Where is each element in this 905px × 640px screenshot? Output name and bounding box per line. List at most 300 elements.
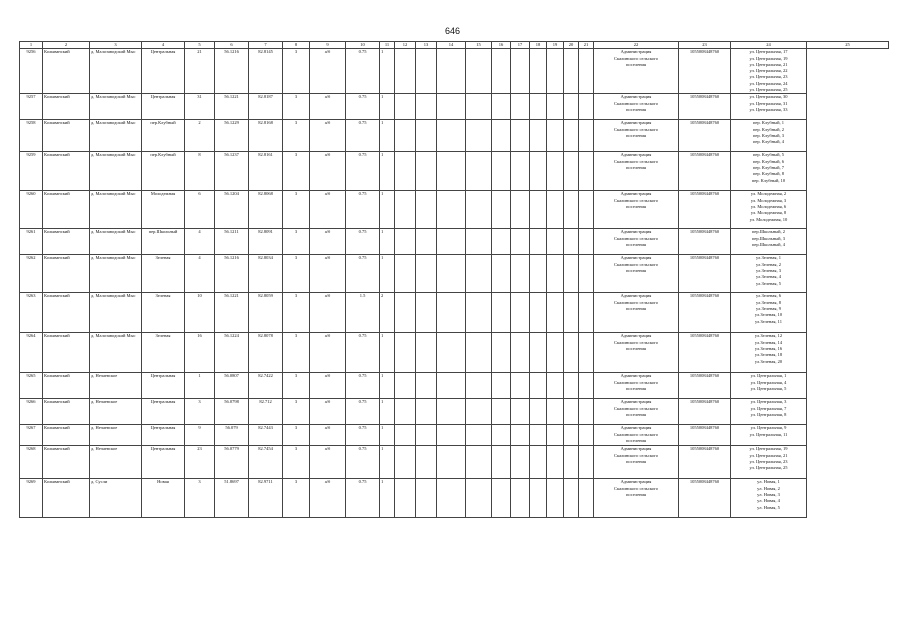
owner-line: Скалинского сельского — [613, 431, 659, 437]
street-cell: Центральная — [142, 49, 185, 94]
empty-cell — [492, 399, 511, 425]
table-row — [20, 152, 889, 191]
empty-cell — [395, 446, 416, 479]
owner-cell — [594, 120, 679, 152]
empty-cell — [437, 399, 466, 425]
table-row — [20, 94, 889, 120]
record-number-cell: 9264 — [20, 333, 43, 373]
latitude-cell: 51.8697 — [215, 479, 249, 518]
address-line: ул. Центральная, 30 — [749, 94, 788, 100]
column-number-4: 4 — [142, 42, 185, 49]
owner-line: поселения — [626, 305, 646, 311]
column-number-13: 13 — [416, 42, 437, 49]
empty-cell — [530, 479, 547, 518]
empty-cell — [530, 94, 547, 120]
empty-cell — [511, 446, 530, 479]
column-number-2: 2 — [43, 42, 90, 49]
owner-line: Администрация — [620, 293, 652, 299]
empty-cell — [547, 94, 564, 120]
address-line: ул.Зеленая, 11 — [755, 318, 782, 324]
empty-cell — [511, 333, 530, 373]
empty-cell — [466, 49, 492, 94]
empty-cell — [564, 94, 579, 120]
empty-cell — [492, 255, 511, 293]
ogrn-cell: 1055008448760 — [679, 94, 731, 120]
house-number-cell: 3 — [185, 479, 215, 518]
empty-cell — [416, 120, 437, 152]
longitude-cell: 82.9711 — [249, 479, 283, 518]
empty-cell — [579, 191, 594, 229]
address-line: ул. Центральная, 33 — [749, 106, 788, 112]
table-row — [20, 120, 889, 152]
owner-line: Скалинского сельского — [613, 197, 659, 203]
owner-line: поселения — [626, 267, 646, 273]
column-number-16: 16 — [492, 42, 511, 49]
empty-cell — [579, 446, 594, 479]
table-row — [20, 229, 889, 255]
district-cell: Колыванский — [43, 255, 90, 293]
record-number-cell: 9265 — [20, 373, 43, 399]
empty-cell — [466, 333, 492, 373]
area-value-cell: 3 — [283, 373, 310, 399]
empty-cell — [492, 479, 511, 518]
empty-cell — [492, 152, 511, 191]
served-addresses-cell — [731, 373, 807, 399]
owner-cell — [594, 425, 679, 446]
owner-line: поселения — [626, 458, 646, 464]
owner-line: поселения — [626, 491, 646, 497]
owner-line: Администрация — [620, 94, 652, 100]
empty-cell — [511, 373, 530, 399]
address-line: пер. Клубный, 3 — [753, 132, 784, 138]
empty-cell — [437, 425, 466, 446]
empty-cell — [547, 229, 564, 255]
ogrn-cell: 1055008448760 — [679, 425, 731, 446]
locality-cell: д. Малозаводский Мыс — [90, 49, 142, 94]
address-line: ул. Центральная, 25 — [749, 465, 788, 471]
served-addresses-cell — [731, 152, 807, 191]
empty-cell — [547, 120, 564, 152]
empty-cell — [547, 373, 564, 399]
empty-cell — [395, 120, 416, 152]
owner-line: Скалинского сельского — [613, 100, 659, 106]
surface-type-cell: а/б — [310, 229, 346, 255]
table-row — [20, 255, 889, 293]
owner-cell — [594, 191, 679, 229]
record-number-cell: 9262 — [20, 255, 43, 293]
owner-line: поселения — [626, 164, 646, 170]
empty-cell — [547, 479, 564, 518]
latitude-cell: 56.0807 — [215, 373, 249, 399]
empty-cell — [530, 229, 547, 255]
owner-line: Администрация — [620, 152, 652, 158]
container-count-cell: 1 — [380, 120, 395, 152]
address-line: пер. Клубный, 8 — [753, 171, 784, 177]
house-number-cell: 10 — [185, 293, 215, 333]
address-line: ул. Центральная, 3 — [750, 399, 787, 405]
longitude-cell: 82.712 — [249, 399, 283, 425]
district-cell: Колыванский — [43, 293, 90, 333]
empty-cell — [492, 229, 511, 255]
address-line: ул. Центральная, 24 — [749, 80, 788, 86]
record-number-cell: 9268 — [20, 446, 43, 479]
empty-cell — [564, 425, 579, 446]
container-count-cell: 2 — [380, 293, 395, 333]
empty-cell — [579, 333, 594, 373]
empty-cell — [492, 333, 511, 373]
record-number-cell: 9269 — [20, 479, 43, 518]
empty-cell — [579, 479, 594, 518]
empty-cell — [437, 229, 466, 255]
district-cell: Колыванский — [43, 479, 90, 518]
owner-line: поселения — [626, 385, 646, 391]
house-number-cell: 1 — [185, 373, 215, 399]
owner-line: поселения — [626, 132, 646, 138]
owner-line: Администрация — [620, 191, 652, 197]
empty-cell — [564, 293, 579, 333]
record-number-cell: 9257 — [20, 94, 43, 120]
empty-cell — [547, 191, 564, 229]
address-line: пер.Школьный, 3 — [751, 235, 786, 241]
empty-cell — [395, 293, 416, 333]
table-body — [20, 49, 889, 518]
empty-cell — [416, 229, 437, 255]
empty-cell — [416, 94, 437, 120]
volume-value-cell: 0.75 — [346, 152, 380, 191]
empty-cell — [466, 120, 492, 152]
latitude-cell: 56.1229 — [215, 120, 249, 152]
owner-line: поселения — [626, 203, 646, 209]
longitude-cell: 82.7422 — [249, 373, 283, 399]
empty-cell — [466, 425, 492, 446]
empty-cell — [416, 255, 437, 293]
empty-cell — [511, 229, 530, 255]
surface-type-cell: а/б — [310, 446, 346, 479]
empty-cell — [530, 152, 547, 191]
empty-cell — [466, 373, 492, 399]
volume-value-cell: 0.75 — [346, 191, 380, 229]
address-line: ул.Зеленая, 6 — [756, 293, 781, 299]
column-number-22: 22 — [594, 42, 679, 49]
empty-cell — [492, 120, 511, 152]
locality-cell: д. Нечаевское — [90, 425, 142, 446]
longitude-cell: 82.8034 — [249, 255, 283, 293]
table-row — [20, 479, 889, 518]
column-number-25: 25 — [807, 42, 889, 49]
latitude-cell: 56.1237 — [215, 152, 249, 191]
address-line: ул.Зеленая, 18 — [754, 352, 783, 358]
longitude-cell: 82.8187 — [249, 94, 283, 120]
empty-cell — [511, 94, 530, 120]
house-number-cell: 31 — [185, 94, 215, 120]
house-number-cell: 4 — [185, 229, 215, 255]
registry-table — [19, 41, 889, 518]
column-number-7: 7 — [249, 42, 283, 49]
column-number-24: 24 — [731, 42, 807, 49]
table-row — [20, 373, 889, 399]
address-line: ул. Новая, 2 — [757, 485, 780, 491]
address-line: ул. Центральная, 19 — [749, 55, 788, 61]
surface-type-cell: а/б — [310, 94, 346, 120]
ogrn-cell: 1055008448760 — [679, 49, 731, 94]
street-cell: пер.Клубный — [142, 152, 185, 191]
served-addresses-cell — [731, 399, 807, 425]
district-cell: Колыванский — [43, 333, 90, 373]
volume-value-cell: 0.75 — [346, 255, 380, 293]
area-value-cell: 3 — [283, 94, 310, 120]
record-number-cell: 9263 — [20, 293, 43, 333]
address-line: ул. Центральная, 5 — [750, 385, 787, 391]
latitude-cell: 56.1221 — [215, 293, 249, 333]
empty-cell — [395, 94, 416, 120]
empty-cell — [547, 399, 564, 425]
surface-type-cell: а/б — [310, 373, 346, 399]
empty-cell — [492, 94, 511, 120]
record-number-cell: 9261 — [20, 229, 43, 255]
empty-cell — [395, 191, 416, 229]
district-cell: Колыванский — [43, 446, 90, 479]
latitude-cell: 56.1216 — [215, 255, 249, 293]
volume-value-cell: 0.75 — [346, 229, 380, 255]
surface-type-cell: а/б — [310, 152, 346, 191]
owner-cell — [594, 49, 679, 94]
column-number-21: 21 — [579, 42, 594, 49]
empty-cell — [564, 255, 579, 293]
surface-type-cell: а/б — [310, 479, 346, 518]
empty-cell — [416, 293, 437, 333]
address-line: пер. Клубный, 10 — [751, 177, 786, 183]
volume-value-cell: 0.75 — [346, 333, 380, 373]
table-row — [20, 425, 889, 446]
address-line: ул.Зеленая, 12 — [754, 333, 783, 339]
empty-cell — [395, 49, 416, 94]
address-line: ул. Центральная, 9 — [750, 425, 787, 431]
area-value-cell: 3 — [283, 152, 310, 191]
address-line: ул. Центральная, 31 — [749, 100, 788, 106]
record-number-cell: 9256 — [20, 49, 43, 94]
house-number-cell: 23 — [185, 446, 215, 479]
address-line: ул. Центральная, 21 — [749, 452, 788, 458]
empty-cell — [530, 191, 547, 229]
address-line: ул.Зеленая, 8 — [756, 299, 781, 305]
owner-cell — [594, 446, 679, 479]
address-line: ул. Центральная, 7 — [750, 405, 787, 411]
empty-cell — [437, 49, 466, 94]
column-number-15: 15 — [466, 42, 492, 49]
empty-cell — [564, 152, 579, 191]
ogrn-cell: 1055008448760 — [679, 446, 731, 479]
served-addresses-cell — [731, 191, 807, 229]
owner-cell — [594, 333, 679, 373]
address-line: пер. Клубный, 6 — [753, 158, 784, 164]
district-cell: Колыванский — [43, 399, 90, 425]
area-value-cell: 3 — [283, 229, 310, 255]
street-cell: Центральная — [142, 373, 185, 399]
container-count-cell: 1 — [380, 255, 395, 293]
empty-cell — [579, 373, 594, 399]
area-value-cell: 3 — [283, 446, 310, 479]
record-number-cell: 9258 — [20, 120, 43, 152]
latitude-cell: 56.1221 — [215, 94, 249, 120]
owner-line: Администрация — [620, 425, 652, 431]
longitude-cell: 82.8168 — [249, 120, 283, 152]
surface-type-cell: а/б — [310, 293, 346, 333]
house-number-cell: 21 — [185, 49, 215, 94]
container-count-cell: 1 — [380, 373, 395, 399]
empty-cell — [395, 373, 416, 399]
locality-cell: д. Нечаевское — [90, 446, 142, 479]
empty-cell — [511, 191, 530, 229]
empty-cell — [530, 399, 547, 425]
empty-cell — [395, 333, 416, 373]
owner-line: Администрация — [620, 446, 652, 452]
empty-cell — [416, 49, 437, 94]
owner-line: поселения — [626, 241, 646, 247]
owner-line: Администрация — [620, 333, 652, 339]
empty-cell — [564, 229, 579, 255]
address-line: ул. Центральная, 23 — [749, 74, 788, 80]
column-number-1: 1 — [20, 42, 43, 49]
empty-cell — [492, 373, 511, 399]
locality-cell: д. Малозаводский Мыс — [90, 191, 142, 229]
column-number-11: 11 — [380, 42, 395, 49]
ogrn-cell: 1055008448760 — [679, 152, 731, 191]
area-value-cell: 3 — [283, 479, 310, 518]
owner-line: Администрация — [620, 255, 652, 261]
served-addresses-cell — [731, 120, 807, 152]
container-count-cell: 1 — [380, 425, 395, 446]
surface-type-cell: а/б — [310, 333, 346, 373]
district-cell: Колыванский — [43, 94, 90, 120]
longitude-cell: 82.8091 — [249, 229, 283, 255]
latitude-cell: 56.0779 — [215, 446, 249, 479]
empty-cell — [579, 293, 594, 333]
empty-cell — [492, 49, 511, 94]
locality-cell: д. Малозаводский Мыс — [90, 333, 142, 373]
column-number-9: 9 — [310, 42, 346, 49]
locality-cell: д. Нечаевское — [90, 399, 142, 425]
empty-cell — [547, 333, 564, 373]
address-line: ул. Новая, 3 — [757, 491, 780, 497]
surface-type-cell: а/б — [310, 49, 346, 94]
district-cell: Колыванский — [43, 229, 90, 255]
owner-line: поселения — [626, 437, 646, 443]
address-line: пер. Клубный, 7 — [753, 164, 784, 170]
longitude-cell: 82.8161 — [249, 152, 283, 191]
owner-cell — [594, 293, 679, 333]
house-number-cell: 6 — [185, 191, 215, 229]
district-cell: Колыванский — [43, 191, 90, 229]
owner-line: Скалинского сельского — [613, 379, 659, 385]
locality-cell: д. Нечаевское — [90, 373, 142, 399]
served-addresses-cell — [731, 446, 807, 479]
address-line: ул.Зеленая, 4 — [756, 274, 781, 280]
volume-value-cell: 1.5 — [346, 293, 380, 333]
table-row — [20, 293, 889, 333]
latitude-cell: 56.1216 — [215, 49, 249, 94]
owner-line: Скалинского сельского — [613, 126, 659, 132]
owner-line: Администрация — [620, 373, 652, 379]
address-line: ул.Зеленая, 16 — [754, 345, 783, 351]
ogrn-cell: 1055008448760 — [679, 120, 731, 152]
latitude-cell: 56.0798 — [215, 399, 249, 425]
owner-line: Скалинского сельского — [613, 299, 659, 305]
empty-cell — [395, 229, 416, 255]
container-count-cell: 1 — [380, 399, 395, 425]
longitude-cell: 82.8059 — [249, 293, 283, 333]
empty-cell — [395, 399, 416, 425]
empty-cell — [564, 373, 579, 399]
container-count-cell: 1 — [380, 229, 395, 255]
container-count-cell: 1 — [380, 191, 395, 229]
house-number-cell: 2 — [185, 120, 215, 152]
district-cell: Колыванский — [43, 373, 90, 399]
district-cell: Колыванский — [43, 49, 90, 94]
owner-line: поселения — [626, 345, 646, 351]
column-number-6: 6 — [215, 42, 249, 49]
owner-line: Скалинского сельского — [613, 158, 659, 164]
owner-line: Администрация — [620, 399, 652, 405]
empty-cell — [466, 94, 492, 120]
empty-cell — [466, 399, 492, 425]
owner-cell — [594, 255, 679, 293]
surface-type-cell: а/б — [310, 399, 346, 425]
address-line: пер.Школьный, 4 — [751, 241, 786, 247]
area-value-cell: 3 — [283, 255, 310, 293]
owner-cell — [594, 399, 679, 425]
empty-cell — [511, 293, 530, 333]
area-value-cell: 3 — [283, 120, 310, 152]
address-line: ул. Молодежная, 3 — [750, 197, 787, 203]
owner-cell — [594, 94, 679, 120]
container-count-cell: 1 — [380, 94, 395, 120]
empty-cell — [511, 399, 530, 425]
column-number-3: 3 — [90, 42, 142, 49]
address-line: ул. Центральная, 11 — [749, 431, 788, 437]
empty-cell — [466, 479, 492, 518]
ogrn-cell: 1055008448760 — [679, 333, 731, 373]
empty-cell — [416, 152, 437, 191]
street-cell: Центральная — [142, 425, 185, 446]
empty-cell — [466, 255, 492, 293]
empty-cell — [511, 479, 530, 518]
locality-cell: д. Сусли — [90, 479, 142, 518]
empty-cell — [437, 373, 466, 399]
served-addresses-cell — [731, 333, 807, 373]
ogrn-cell: 1055008448760 — [679, 399, 731, 425]
street-cell: Молодежная — [142, 191, 185, 229]
empty-cell — [395, 255, 416, 293]
empty-cell — [395, 425, 416, 446]
table-row — [20, 399, 889, 425]
empty-cell — [416, 333, 437, 373]
container-count-cell: 1 — [380, 49, 395, 94]
column-number-header — [20, 42, 889, 49]
empty-cell — [437, 479, 466, 518]
empty-cell — [437, 293, 466, 333]
empty-cell — [466, 191, 492, 229]
address-line: ул.Зеленая, 20 — [754, 358, 783, 364]
latitude-cell: 56.1224 — [215, 333, 249, 373]
locality-cell: д. Малозаводский Мыс — [90, 255, 142, 293]
empty-cell — [395, 152, 416, 191]
empty-cell — [437, 333, 466, 373]
empty-cell — [466, 446, 492, 479]
surface-type-cell: а/б — [310, 425, 346, 446]
container-count-cell: 1 — [380, 333, 395, 373]
empty-cell — [530, 373, 547, 399]
ogrn-cell: 1055008448760 — [679, 373, 731, 399]
